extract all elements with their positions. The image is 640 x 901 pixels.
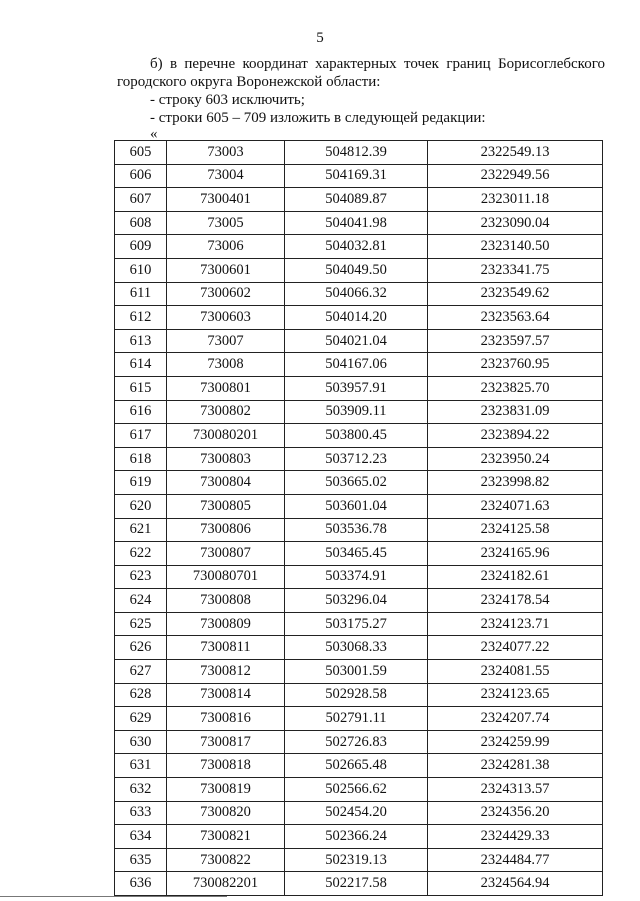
- point-name-cell: 7300821: [167, 825, 285, 849]
- point-name-cell: 7300816: [167, 707, 285, 731]
- x-coordinate-cell: 502454.20: [285, 801, 428, 825]
- point-name-cell: 7300801: [167, 376, 285, 400]
- point-name-cell: 730080701: [167, 565, 285, 589]
- point-number-cell: 616: [115, 400, 167, 424]
- table-row: [115, 801, 603, 825]
- point-number-cell: 628: [115, 683, 167, 707]
- point-name-cell: 7300603: [167, 306, 285, 330]
- x-coordinate-cell: 503175.27: [285, 612, 428, 636]
- intro-paragraph: б) в перечне координат характерных точек границ Борисоглебского городского округа Воронежской области:: [117, 56, 605, 90]
- x-coordinate-cell: 502566.62: [285, 778, 428, 802]
- x-coordinate-cell: 503296.04: [285, 589, 428, 613]
- x-coordinate-cell: 502319.13: [285, 848, 428, 872]
- point-name-cell: 730082201: [167, 872, 285, 896]
- point-number-cell: 632: [115, 778, 167, 802]
- point-number-cell: 613: [115, 329, 167, 353]
- table-row: [115, 376, 603, 400]
- table-row: [115, 825, 603, 849]
- point-name-cell: 730080201: [167, 424, 285, 448]
- point-number-cell: 627: [115, 660, 167, 684]
- point-number-cell: 618: [115, 447, 167, 471]
- y-coordinate-cell: 2324071.63: [428, 494, 603, 518]
- y-coordinate-cell: 2324165.96: [428, 542, 603, 566]
- point-name-cell: 7300802: [167, 400, 285, 424]
- point-name-cell: 7300814: [167, 683, 285, 707]
- x-coordinate-cell: 504066.32: [285, 282, 428, 306]
- page-number: 5: [316, 30, 324, 46]
- y-coordinate-cell: 2323549.62: [428, 282, 603, 306]
- y-coordinate-cell: 2323140.50: [428, 235, 603, 259]
- x-coordinate-cell: 503465.45: [285, 542, 428, 566]
- point-number-cell: 610: [115, 258, 167, 282]
- point-number-cell: 612: [115, 306, 167, 330]
- x-coordinate-cell: 502366.24: [285, 825, 428, 849]
- table-row: [115, 424, 603, 448]
- y-coordinate-cell: 2324125.58: [428, 518, 603, 542]
- table-row: [115, 447, 603, 471]
- y-coordinate-cell: 2323950.24: [428, 447, 603, 471]
- intro-item-exclude: - строку 603 исключить;: [150, 92, 305, 108]
- table-row: [115, 589, 603, 613]
- point-number-cell: 611: [115, 282, 167, 306]
- table-row: [115, 235, 603, 259]
- y-coordinate-cell: 2324313.57: [428, 778, 603, 802]
- point-name-cell: 7300807: [167, 542, 285, 566]
- point-name-cell: 73003: [167, 141, 285, 165]
- point-number-cell: 621: [115, 518, 167, 542]
- x-coordinate-cell: 502928.58: [285, 683, 428, 707]
- point-name-cell: 7300818: [167, 754, 285, 778]
- point-number-cell: 620: [115, 494, 167, 518]
- coordinates-table: [114, 140, 603, 896]
- table-row: [115, 730, 603, 754]
- table-row: [115, 707, 603, 731]
- x-coordinate-cell: 503909.11: [285, 400, 428, 424]
- point-number-cell: 609: [115, 235, 167, 259]
- point-number-cell: 624: [115, 589, 167, 613]
- footer-rule: [0, 896, 227, 897]
- point-number-cell: 623: [115, 565, 167, 589]
- y-coordinate-cell: 2323011.18: [428, 188, 603, 212]
- x-coordinate-cell: 502665.48: [285, 754, 428, 778]
- y-coordinate-cell: 2323090.04: [428, 211, 603, 235]
- point-number-cell: 608: [115, 211, 167, 235]
- table-row: [115, 494, 603, 518]
- y-coordinate-cell: 2323894.22: [428, 424, 603, 448]
- table-row: [115, 848, 603, 872]
- point-name-cell: 7300817: [167, 730, 285, 754]
- x-coordinate-cell: 503536.78: [285, 518, 428, 542]
- table-row: [115, 306, 603, 330]
- point-number-cell: 635: [115, 848, 167, 872]
- table-row: [115, 258, 603, 282]
- point-number-cell: 614: [115, 353, 167, 377]
- x-coordinate-cell: 503712.23: [285, 447, 428, 471]
- y-coordinate-cell: 2324429.33: [428, 825, 603, 849]
- y-coordinate-cell: 2324281.38: [428, 754, 603, 778]
- table-row: [115, 353, 603, 377]
- x-coordinate-cell: 503374.91: [285, 565, 428, 589]
- y-coordinate-cell: 2324178.54: [428, 589, 603, 613]
- point-number-cell: 631: [115, 754, 167, 778]
- y-coordinate-cell: 2324564.94: [428, 872, 603, 896]
- y-coordinate-cell: 2323341.75: [428, 258, 603, 282]
- y-coordinate-cell: 2323563.64: [428, 306, 603, 330]
- table-row: [115, 660, 603, 684]
- y-coordinate-cell: 2324484.77: [428, 848, 603, 872]
- point-name-cell: 7300811: [167, 636, 285, 660]
- table-row: [115, 542, 603, 566]
- table-row: [115, 164, 603, 188]
- point-number-cell: 606: [115, 164, 167, 188]
- point-number-cell: 626: [115, 636, 167, 660]
- point-name-cell: 73005: [167, 211, 285, 235]
- y-coordinate-cell: 2322549.13: [428, 141, 603, 165]
- point-name-cell: 7300820: [167, 801, 285, 825]
- point-number-cell: 619: [115, 471, 167, 495]
- x-coordinate-cell: 503800.45: [285, 424, 428, 448]
- x-coordinate-cell: 504812.39: [285, 141, 428, 165]
- table-row: [115, 612, 603, 636]
- point-number-cell: 607: [115, 188, 167, 212]
- table-row: [115, 872, 603, 896]
- x-coordinate-cell: 503001.59: [285, 660, 428, 684]
- point-number-cell: 615: [115, 376, 167, 400]
- x-coordinate-cell: 504169.31: [285, 164, 428, 188]
- intro-text: [117, 55, 605, 127]
- y-coordinate-cell: 2324182.61: [428, 565, 603, 589]
- y-coordinate-cell: 2324259.99: [428, 730, 603, 754]
- point-name-cell: 7300803: [167, 447, 285, 471]
- x-coordinate-cell: 503957.91: [285, 376, 428, 400]
- point-number-cell: 634: [115, 825, 167, 849]
- table-row: [115, 636, 603, 660]
- y-coordinate-cell: 2323998.82: [428, 471, 603, 495]
- x-coordinate-cell: 502726.83: [285, 730, 428, 754]
- table-row: [115, 471, 603, 495]
- table-row: [115, 565, 603, 589]
- y-coordinate-cell: 2324123.65: [428, 683, 603, 707]
- point-number-cell: 605: [115, 141, 167, 165]
- point-number-cell: 636: [115, 872, 167, 896]
- point-number-cell: 629: [115, 707, 167, 731]
- y-coordinate-cell: 2324081.55: [428, 660, 603, 684]
- x-coordinate-cell: 503601.04: [285, 494, 428, 518]
- point-name-cell: 7300806: [167, 518, 285, 542]
- table-row: [115, 754, 603, 778]
- point-number-cell: 630: [115, 730, 167, 754]
- table-row: [115, 683, 603, 707]
- y-coordinate-cell: 2323760.95: [428, 353, 603, 377]
- opening-quote-mark: «: [150, 126, 158, 142]
- y-coordinate-cell: 2324077.22: [428, 636, 603, 660]
- point-number-cell: 622: [115, 542, 167, 566]
- point-name-cell: 7300809: [167, 612, 285, 636]
- x-coordinate-cell: 504032.81: [285, 235, 428, 259]
- y-coordinate-cell: 2324123.71: [428, 612, 603, 636]
- coordinates-table-body: [115, 141, 603, 896]
- point-name-cell: 7300805: [167, 494, 285, 518]
- point-number-cell: 617: [115, 424, 167, 448]
- point-name-cell: 73006: [167, 235, 285, 259]
- point-name-cell: 7300602: [167, 282, 285, 306]
- x-coordinate-cell: 504041.98: [285, 211, 428, 235]
- table-row: [115, 188, 603, 212]
- point-name-cell: 7300804: [167, 471, 285, 495]
- point-name-cell: 7300808: [167, 589, 285, 613]
- table-row: [115, 282, 603, 306]
- table-row: [115, 400, 603, 424]
- x-coordinate-cell: 503665.02: [285, 471, 428, 495]
- point-name-cell: 7300819: [167, 778, 285, 802]
- table-row: [115, 518, 603, 542]
- x-coordinate-cell: 504014.20: [285, 306, 428, 330]
- table-row: [115, 211, 603, 235]
- y-coordinate-cell: 2322949.56: [428, 164, 603, 188]
- point-name-cell: 7300601: [167, 258, 285, 282]
- x-coordinate-cell: 503068.33: [285, 636, 428, 660]
- y-coordinate-cell: 2324356.20: [428, 801, 603, 825]
- point-name-cell: 73004: [167, 164, 285, 188]
- y-coordinate-cell: 2324207.74: [428, 707, 603, 731]
- point-number-cell: 625: [115, 612, 167, 636]
- x-coordinate-cell: 504021.04: [285, 329, 428, 353]
- y-coordinate-cell: 2323825.70: [428, 376, 603, 400]
- x-coordinate-cell: 504089.87: [285, 188, 428, 212]
- point-name-cell: 73007: [167, 329, 285, 353]
- y-coordinate-cell: 2323831.09: [428, 400, 603, 424]
- x-coordinate-cell: 504167.06: [285, 353, 428, 377]
- table-row: [115, 329, 603, 353]
- x-coordinate-cell: 502217.58: [285, 872, 428, 896]
- y-coordinate-cell: 2323597.57: [428, 329, 603, 353]
- intro-item-restate: - строки 605 – 709 изложить в следующей редакции:: [150, 110, 486, 126]
- point-number-cell: 633: [115, 801, 167, 825]
- x-coordinate-cell: 504049.50: [285, 258, 428, 282]
- point-name-cell: 73008: [167, 353, 285, 377]
- table-row: [115, 141, 603, 165]
- point-name-cell: 7300812: [167, 660, 285, 684]
- table-row: [115, 778, 603, 802]
- point-name-cell: 7300401: [167, 188, 285, 212]
- point-name-cell: 7300822: [167, 848, 285, 872]
- x-coordinate-cell: 502791.11: [285, 707, 428, 731]
